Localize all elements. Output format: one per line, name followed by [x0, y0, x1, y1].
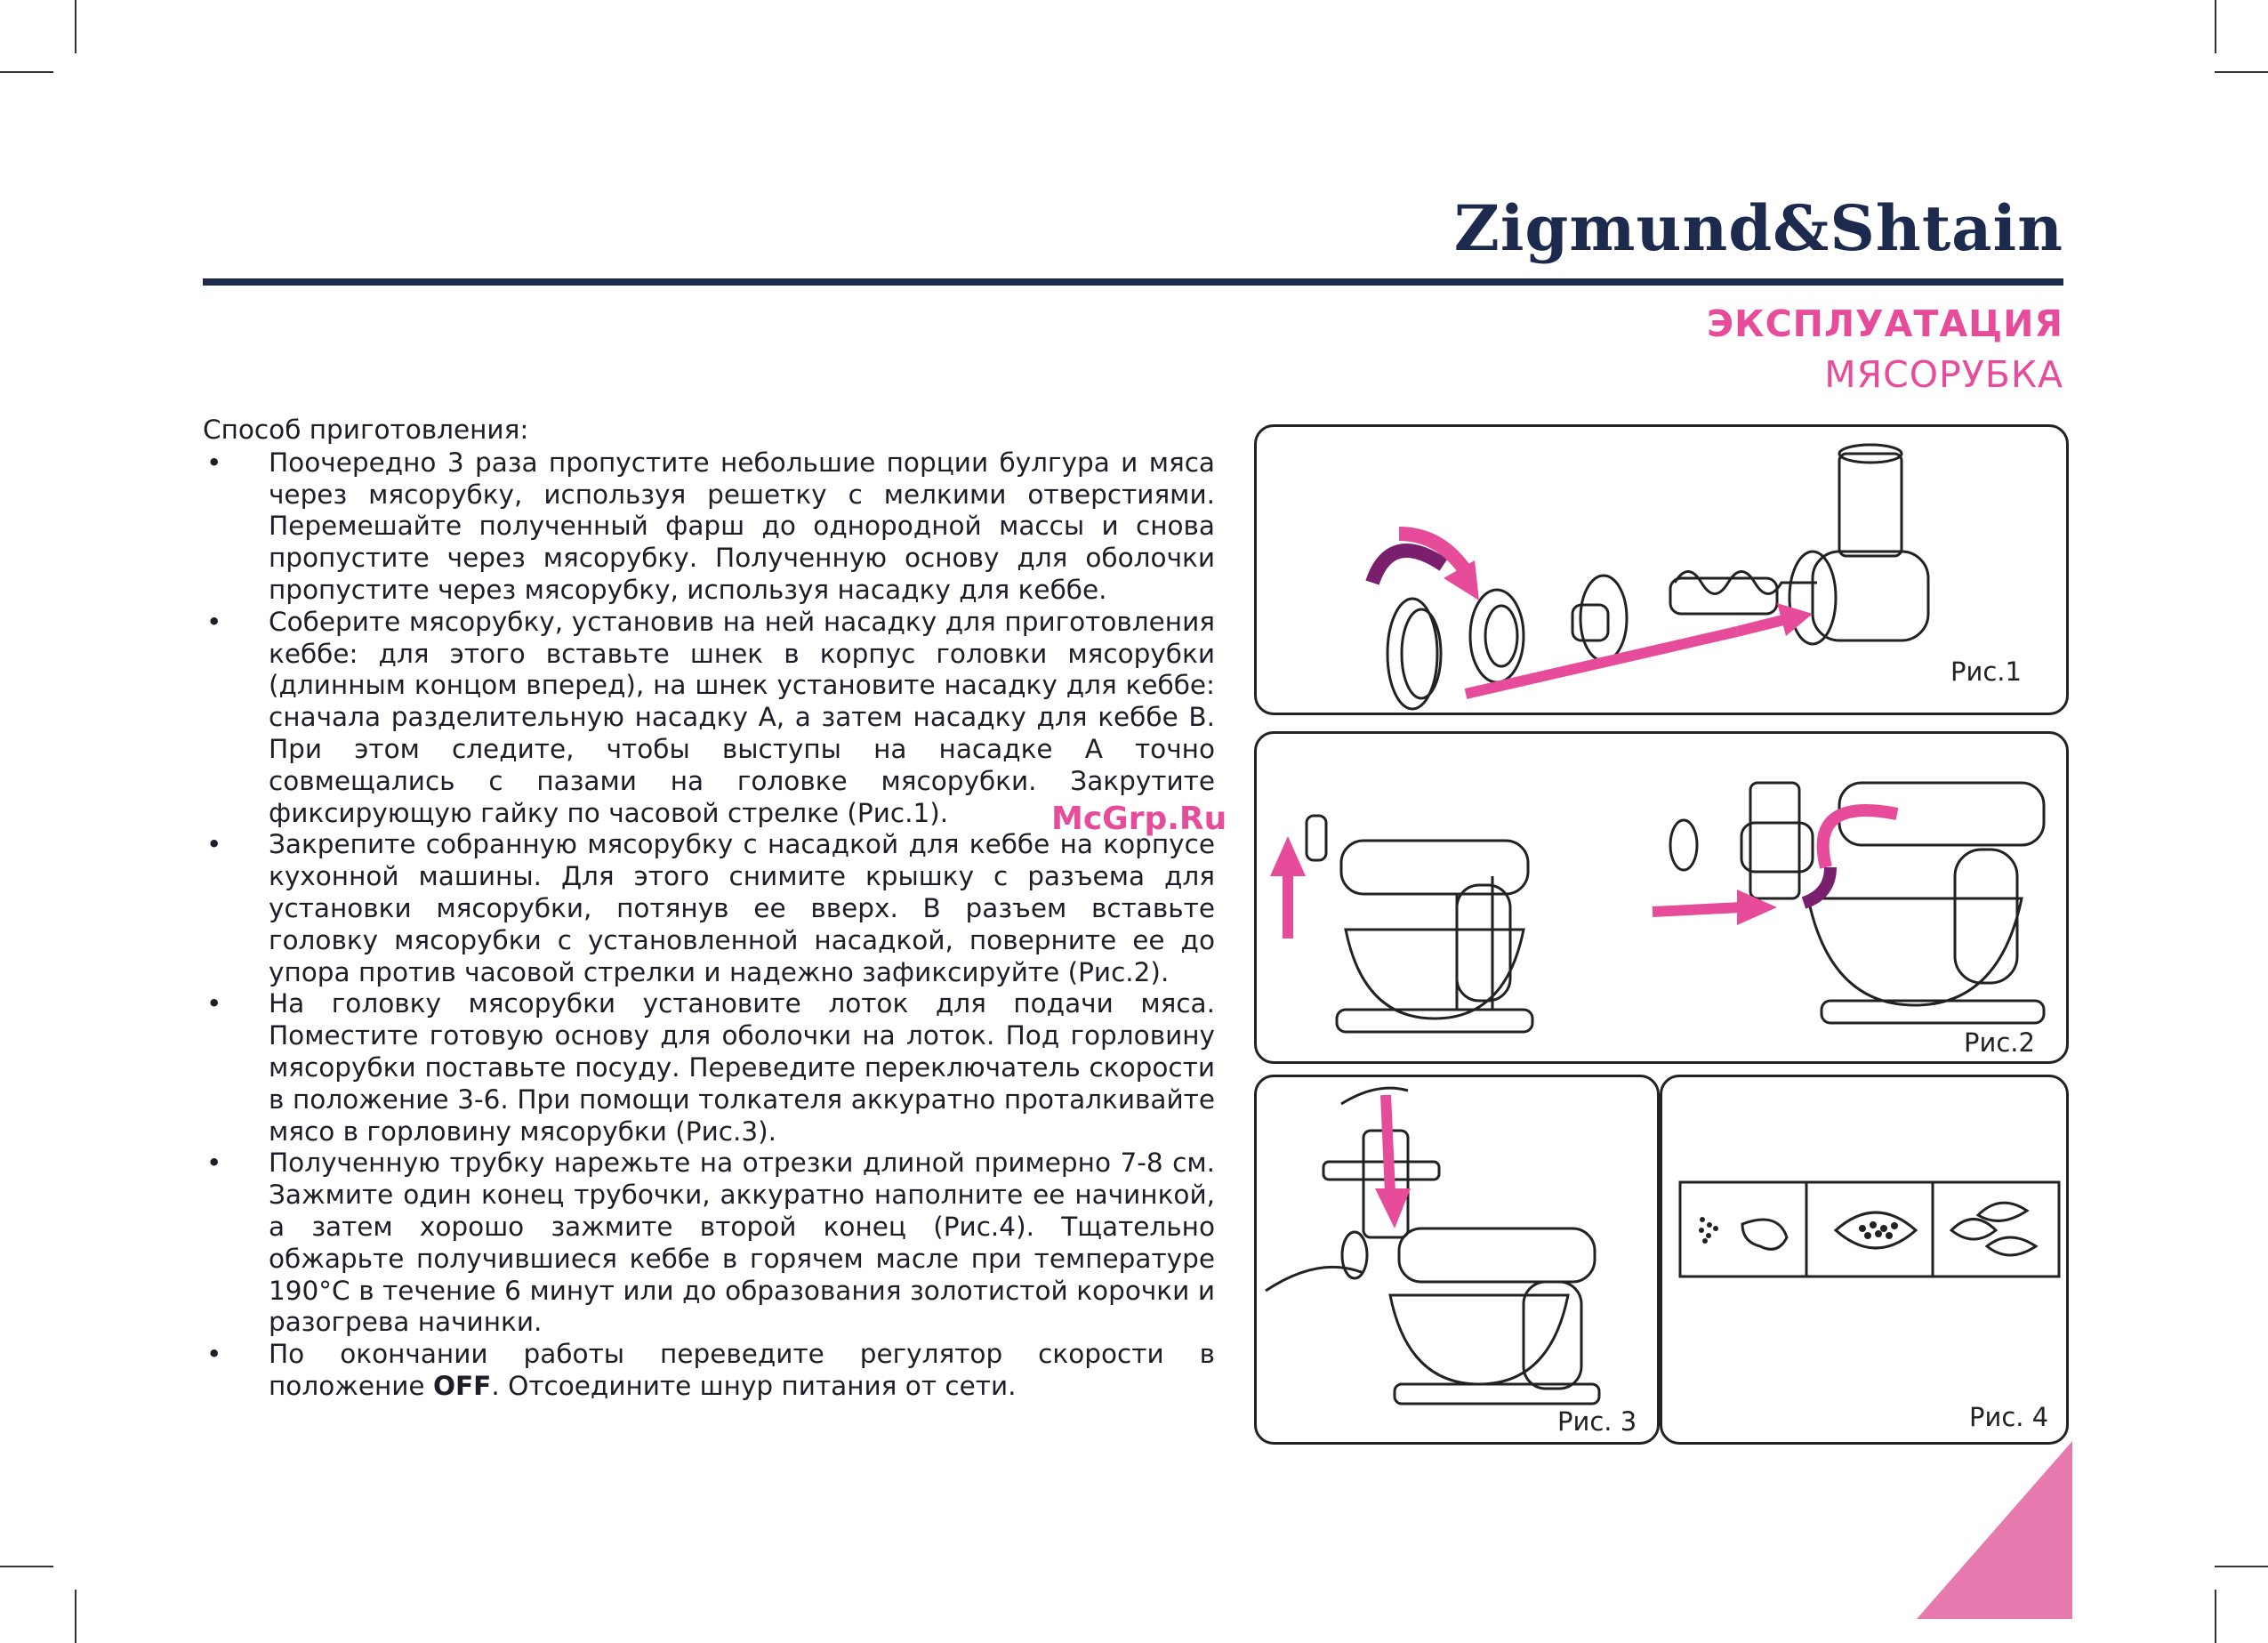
crop-mark [2215, 1566, 2268, 1567]
page-corner-decoration [1917, 1441, 2072, 1619]
section-title: ЭКСПЛУАТАЦИЯ [1706, 302, 2063, 345]
figure-1-caption: Рис.1 [1950, 656, 2022, 687]
figure-4 [1660, 1075, 2069, 1445]
list-item-text: . Отсоедините шнур питания от сети. [491, 1370, 1017, 1401]
bullet: • [206, 1148, 222, 1179]
figure-4-caption: Рис. 4 [1969, 1402, 2049, 1432]
off-label: OFF [432, 1370, 492, 1401]
crop-mark [0, 71, 53, 73]
figure-3-caption: Рис. 3 [1557, 1406, 1637, 1437]
brand-logo: Zigmund&Shtain [1453, 191, 2063, 265]
figure-1 [1254, 424, 2069, 715]
instructions [203, 415, 1215, 1403]
list-item-text: Полученную трубку нарежьте на отрезки длиной примерно 7-8 см. Зажмите один конец трубочки, аккуратно наполните ее начинкой, а затем хорошо зажмите второй конец (Рис.4). Тщательно обжарьте получившиеся кеббе в горячем масле при температуре 190°C в течение 6 минут или до образования золотистой корочки и разогрева начинки. [269, 1148, 1215, 1338]
crop-mark [75, 1590, 76, 1643]
crop-mark [2215, 1590, 2216, 1643]
figure-2 [1254, 731, 2069, 1064]
bullet: • [206, 606, 222, 637]
section-subtitle: МЯСОРУБКА [1824, 353, 2063, 396]
list-item-text: Соберите мясорубку, установив на ней насадку для приготовления кеббе: для этого вставьте шнек в корпус головки мясорубки (длинным концом вперед), на шнек установите насадку для кеббе: сначала разделительную насадку А, а затем насадку для кеббе В. При этом следите, чтобы выступы на насадке А точно совмещались с пазами на головке мясорубки. Закрутите фиксирующую гайку по часовой стрелке (Рис.1). [269, 606, 1215, 828]
intro-text: Способ приготовления: [203, 415, 529, 445]
list-item [203, 1148, 1215, 1339]
crop-mark [2215, 0, 2216, 53]
crop-mark [0, 1566, 53, 1567]
bullet: • [206, 988, 222, 1019]
list-item-text: По окончании работы переведите регулятор скорости в положение [269, 1339, 1215, 1401]
list-item-text: Закрепите собранную мясорубку с насадкой для кеббе на корпусе кухонной машины. Для этого снимите крышку с разъема для установки мясорубки, потянув ее вверх. В разъем вставьте головку мясорубки с установленной насадкой, поверните ее до упора против часовой стрелки и надежно зафиксируйте (Рис.2). [269, 829, 1215, 987]
list-item-text: Поочередно 3 раза пропустите небольшие порции булгура и мяса через мясорубку, используя решетку с мелкими отверстиями. Перемешайте полученный фарш до однородной массы и снова пропустите через мясорубку. Полученную основу для оболочки пропустите через мясорубку, используя насадку для кеббе. [269, 447, 1215, 605]
mixer-attach-illustration [1257, 734, 2066, 1061]
list-item-text: На головку мясорубки установите лоток для подачи мяса. Поместите готовую основу для оболочки на лоток. Под горловину мясорубки поставьте посуду. Переведите переключатель скорости в положение 3-6. При помощи толкателя аккуратно проталкивайте мясо в горловину мясорубки (Рис.3). [269, 988, 1215, 1147]
figure-3 [1254, 1075, 1660, 1445]
list-item [203, 988, 1215, 1148]
figure-2-caption: Рис.2 [1964, 1027, 2035, 1058]
watermark: McGrp.Ru [1051, 801, 1227, 837]
header-rule [203, 278, 2063, 286]
list-item [203, 1339, 1215, 1403]
crop-mark [75, 0, 76, 53]
list-item [203, 829, 1215, 988]
grinder-parts-illustration [1257, 427, 2066, 713]
list-item [203, 447, 1215, 607]
instruction-list [203, 447, 1215, 1403]
list-item [203, 607, 1215, 830]
mixer-feeding-illustration [1257, 1077, 1657, 1442]
bullet: • [206, 829, 222, 860]
bullet: • [206, 447, 222, 478]
bullet: • [206, 1339, 222, 1370]
crop-mark [2215, 71, 2268, 73]
kebbe-steps-illustration [1662, 1077, 2066, 1442]
